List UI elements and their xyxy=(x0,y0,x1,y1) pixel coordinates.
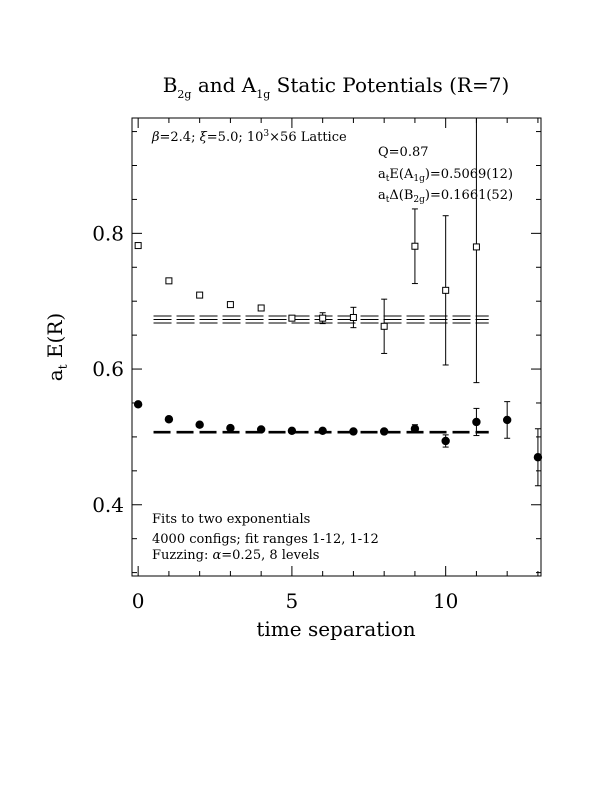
data-point-b2g xyxy=(258,305,264,311)
data-point-b2g xyxy=(289,315,295,321)
plot-frame xyxy=(132,118,541,576)
data-point-a1g xyxy=(380,427,388,435)
b2g-fit-annotation: $a_t\Delta(B_{2g})=0.1661(52)$ xyxy=(378,188,514,205)
data-point-a1g xyxy=(226,424,234,432)
x-axis-label: time separation xyxy=(256,617,416,641)
title-a-sub: 1g xyxy=(256,88,271,101)
title-b-symbol: B xyxy=(162,73,178,97)
fuzzing-annotation: Fuzzing: α=0.25, 8 levels xyxy=(152,548,320,563)
data-point-b2g xyxy=(166,278,172,284)
data-point-a1g xyxy=(472,418,480,426)
q-annotation: Q=0.87 xyxy=(378,145,429,160)
fits-annotation: Fits to two exponentials xyxy=(152,512,311,527)
data-point-a1g xyxy=(165,415,173,423)
data-point-a1g xyxy=(195,420,203,428)
data-point-a1g xyxy=(134,400,142,408)
lattice-annotation: β=2.4; ξ=5.0; $10^3\times 56$ Lattice xyxy=(152,129,347,145)
data-point-a1g xyxy=(411,425,419,433)
data-point-a1g xyxy=(349,427,357,435)
data-point-a1g xyxy=(318,427,326,435)
x-tick-label: 5 xyxy=(285,589,299,613)
data-point-b2g xyxy=(381,323,387,329)
data-point-a1g xyxy=(441,437,449,445)
title-and: and xyxy=(197,73,236,97)
title-main: Static Potentials (R=7) xyxy=(276,73,510,97)
data-point-a1g xyxy=(257,425,265,433)
data-point-b2g xyxy=(443,287,449,293)
chart-title xyxy=(163,73,510,101)
a1g-fit-annotation: $a_tE(A_{1g})=0.5069(12)$ xyxy=(378,167,513,184)
data-point-b2g xyxy=(227,302,233,308)
data-point-b2g xyxy=(197,292,203,298)
data-point-b2g xyxy=(473,244,479,250)
y-tick-label: 0.6 xyxy=(92,357,124,382)
y-tick-label: 0.8 xyxy=(92,221,124,246)
data-point-b2g xyxy=(135,243,141,249)
title-a-symbol: A xyxy=(241,73,257,97)
x-tick-label: 10 xyxy=(432,589,459,613)
data-point-b2g xyxy=(350,314,356,320)
configs-annotation: 4000 configs; fit ranges 1-12, 1-12 xyxy=(152,532,379,547)
data-point-a1g xyxy=(503,416,511,424)
title-b-sub: 2g xyxy=(177,88,192,101)
data-point-b2g xyxy=(412,243,418,249)
x-tick-label: 0 xyxy=(131,589,145,613)
fit-lines xyxy=(154,316,489,432)
data-point-a1g xyxy=(534,453,542,461)
y-tick-label: 0.4 xyxy=(92,492,124,517)
data-point-a1g xyxy=(288,427,296,435)
data-point-b2g xyxy=(320,315,326,321)
y-axis-label: $a_t$ E(R) xyxy=(43,312,70,382)
